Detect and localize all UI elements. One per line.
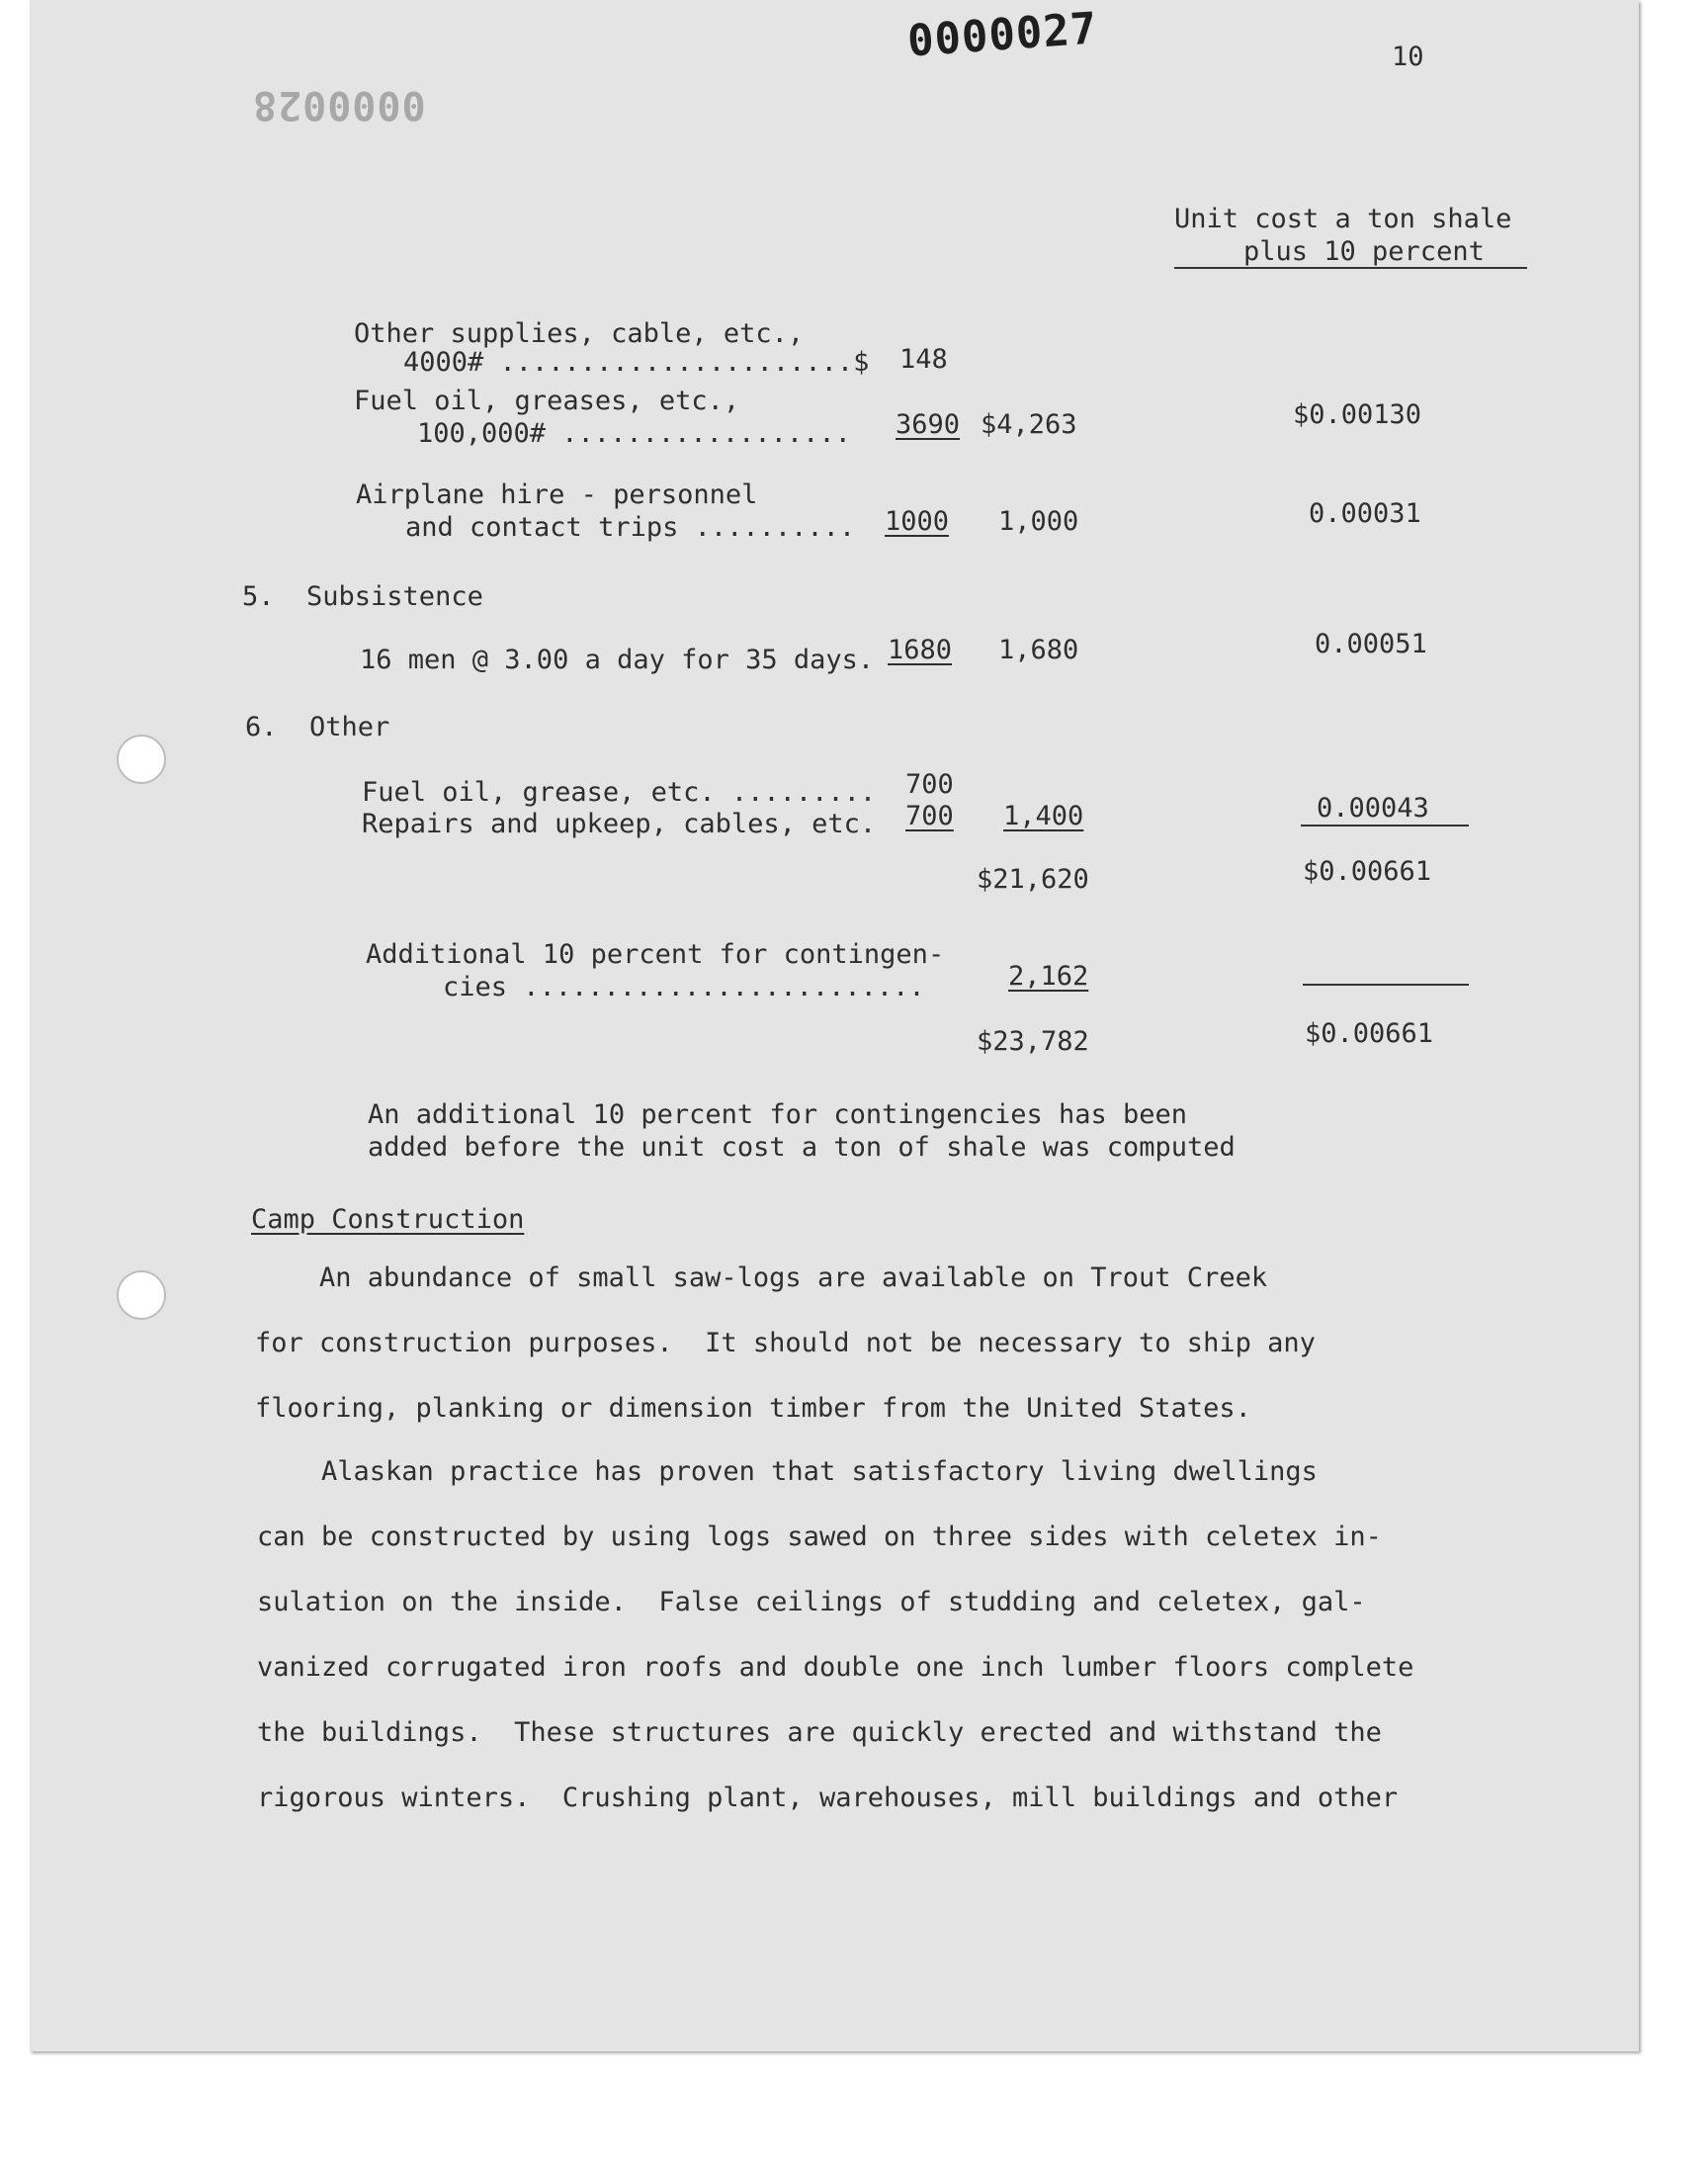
paragraph-line: rigorous winters. Crushing plant, warehouses, mill buildings and other [257, 1783, 1399, 1813]
fuel-oil-line1: Fuel oil, greases, etc., [354, 386, 740, 416]
section6-fuel-line: Fuel oil, grease, etc. ......... [362, 777, 877, 808]
page-number: 10 [1392, 42, 1424, 72]
paragraph-line: sulation on the inside. False ceilings of studding and celetex, gal- [257, 1587, 1366, 1617]
fuel-oil-unit-cost: $0.00130 [1293, 399, 1422, 430]
paragraph-line: vanized corrugated iron roofs and double one inch lumber floors complete [257, 1652, 1414, 1683]
section5-heading: 5. Subsistence [242, 581, 483, 612]
fuel-oil-line2: 100,000# .................. [417, 418, 851, 449]
paragraph-line: An abundance of small saw-logs are available on Trout Creek [255, 1262, 1268, 1293]
section6-subtotal: 1,400 [1003, 801, 1084, 831]
total2-amount: $23,782 [977, 1026, 1089, 1057]
section6-repairs-amount: 700 [905, 801, 954, 831]
punch-hole [117, 1270, 166, 1320]
section6-fuel-amount: 700 [905, 769, 954, 800]
paragraph-line: flooring, planking or dimension timber from the United States. [255, 1393, 1251, 1424]
document-page [30, 0, 1639, 2051]
paragraph-line: can be constructed by using logs sawed on three sides with celetex in- [257, 1522, 1382, 1552]
contingency-note-line2: added before the unit cost a ton of shale was computed [368, 1132, 1236, 1163]
section5-line: 16 men @ 3.00 a day for 35 days. [360, 645, 875, 675]
section5-unit-cost: 0.00051 [1315, 629, 1427, 659]
section6-heading: 6. Other [245, 712, 390, 742]
airplane-line1: Airplane hire - personnel [356, 479, 758, 510]
airplane-subtotal: 1,000 [998, 506, 1079, 537]
contingency-line2: cies ......................... [443, 972, 925, 1002]
fuel-oil-amount: 3690 [896, 409, 961, 440]
airplane-line2: and contact trips .......... [405, 512, 856, 543]
column-header-underline [1174, 267, 1527, 269]
column-header-line2: plus 10 percent [1243, 236, 1485, 267]
section5-subtotal: 1,680 [998, 635, 1079, 665]
contingency-unit-cost-blank-line [1303, 984, 1469, 986]
punch-hole [117, 735, 166, 784]
faded-stamp-number: 0000028 [252, 82, 426, 128]
total2-unit-cost: $0.00661 [1305, 1018, 1434, 1049]
document-stamp-number: 0000027 [905, 3, 1099, 67]
airplane-unit-cost: 0.00031 [1309, 498, 1421, 529]
section6-unit-cost-underline [1301, 825, 1469, 826]
total1-amount: $21,620 [977, 864, 1089, 895]
section6-unit-cost: 0.00043 [1317, 793, 1429, 824]
column-header-line1: Unit cost a ton shale [1174, 204, 1512, 234]
total1-unit-cost: $0.00661 [1303, 856, 1432, 887]
contingency-amount: 2,162 [1008, 961, 1089, 992]
contingency-note-line1: An additional 10 percent for contingencies has been [368, 1099, 1188, 1130]
camp-paragraph-1 [255, 1246, 1540, 1441]
camp-construction-heading: Camp Construction [251, 1204, 525, 1235]
contingency-line1: Additional 10 percent for contingen- [366, 939, 945, 970]
section6-repairs-line: Repairs and upkeep, cables, etc. [362, 809, 877, 839]
other-supplies-line1: Other supplies, cable, etc., [354, 318, 805, 349]
other-supplies-amount: 148 [899, 344, 948, 375]
airplane-amount: 1000 [885, 506, 950, 537]
paragraph-line: the buildings. These structures are quickly erected and withstand the [257, 1717, 1382, 1748]
paragraph-line: Alaskan practice has proven that satisfactory living dwellings [257, 1456, 1318, 1487]
other-supplies-line2: 4000# ......................$ [403, 347, 870, 378]
paragraph-line: for construction purposes. It should not be necessary to ship any [255, 1328, 1316, 1358]
camp-paragraph-2 [257, 1439, 1542, 1831]
section5-amount: 1680 [888, 635, 953, 665]
fuel-oil-subtotal: $4,263 [981, 409, 1077, 440]
